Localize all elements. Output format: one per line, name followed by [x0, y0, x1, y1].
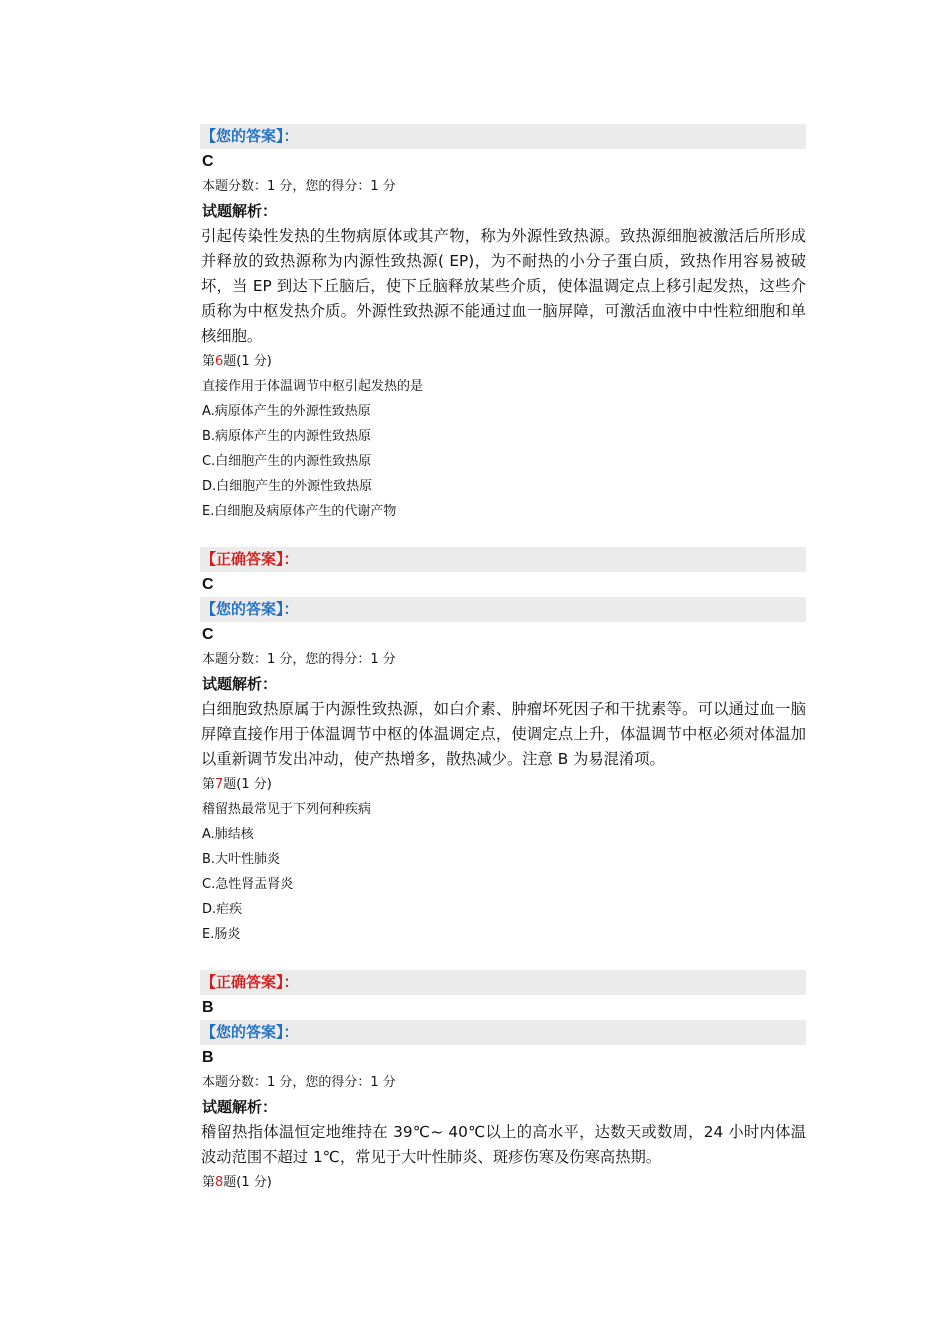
correct-answer-label: 【正确答案】： — [200, 547, 806, 572]
option-e: E.白细胞及病原体产生的代谢产物 — [202, 504, 397, 519]
option-a: A.肺结核 — [202, 827, 254, 842]
option-b: B.大叶性肺炎 — [202, 852, 281, 867]
question-number: 第6题(1 分) — [202, 354, 272, 369]
option-e: E.肠炎 — [202, 927, 241, 942]
analysis-label: 试题解析： — [202, 675, 278, 693]
option-b: B.病原体产生的内源性致热原 — [202, 429, 372, 444]
question-number: 第7题(1 分) — [202, 777, 272, 792]
exam-review-page — [200, 124, 806, 1195]
your-answer-value: C — [202, 626, 214, 643]
option-c: C.急性肾盂肾炎 — [202, 877, 294, 892]
your-answer-label: 【您的答案】： — [200, 124, 806, 149]
option-a: A.病原体产生的外源性致热原 — [202, 404, 371, 419]
score-line: 本题分数：1 分，您的得分：1 分 — [202, 652, 396, 667]
option-c: C.白细胞产生的内源性致热原 — [202, 454, 372, 469]
option-d: D.疟疾 — [202, 902, 243, 917]
question-stem: 稽留热最常见于下列何种疾病 — [202, 802, 372, 817]
your-answer-label: 【您的答案】： — [200, 1020, 806, 1045]
analysis-label: 试题解析： — [202, 1098, 278, 1116]
correct-answer-value: C — [202, 576, 214, 593]
score-line: 本题分数：1 分，您的得分：1 分 — [202, 179, 396, 194]
analysis-label: 试题解析： — [202, 202, 278, 220]
analysis-text: 引起传染性发热的生物病原体或其产物，称为外源性致热源。致热源细胞被激活后所形成并释放的致热源称为内源性致热源( EP)，为不耐热的小分子蛋白质，致热作用容易被破坏，当 EP 到达下丘脑后，使下丘脑释放某些介质，使体温调定点上移引起发热，这些介质称为中枢发热介质。外源性致热源不能通过血一脑屏障，可激活血液中中性粒细胞和单核细胞。 — [201, 227, 806, 345]
your-answer-value: C — [202, 153, 214, 170]
correct-answer-label: 【正确答案】： — [200, 970, 806, 995]
score-line: 本题分数：1 分，您的得分：1 分 — [202, 1075, 396, 1090]
question-stem: 直接作用于体温调节中枢引起发热的是 — [202, 379, 424, 394]
your-answer-value: B — [202, 1049, 214, 1066]
analysis-text: 稽留热指体温恒定地维持在 39℃~ 40℃以上的高水平，达数天或数周，24 小时内体温波动范围不超过 1℃，常见于大叶性肺炎、斑疹伤寒及伤寒高热期。 — [201, 1123, 806, 1166]
question-number: 第8题(1 分) — [202, 1175, 272, 1190]
option-d: D.白细胞产生的外源性致热原 — [202, 479, 373, 494]
analysis-text: 白细胞致热原属于内源性致热源，如白介素、肿瘤坏死因子和干扰素等。可以通过血一脑屏障直接作用于体温调节中枢的体温调定点，使调定点上升，体温调节中枢必须对体温加以重新调节发出冲动，使产热增多，散热减少。注意 B 为易混淆项。 — [201, 700, 806, 768]
correct-answer-value: B — [202, 999, 214, 1016]
your-answer-label: 【您的答案】： — [200, 597, 806, 622]
